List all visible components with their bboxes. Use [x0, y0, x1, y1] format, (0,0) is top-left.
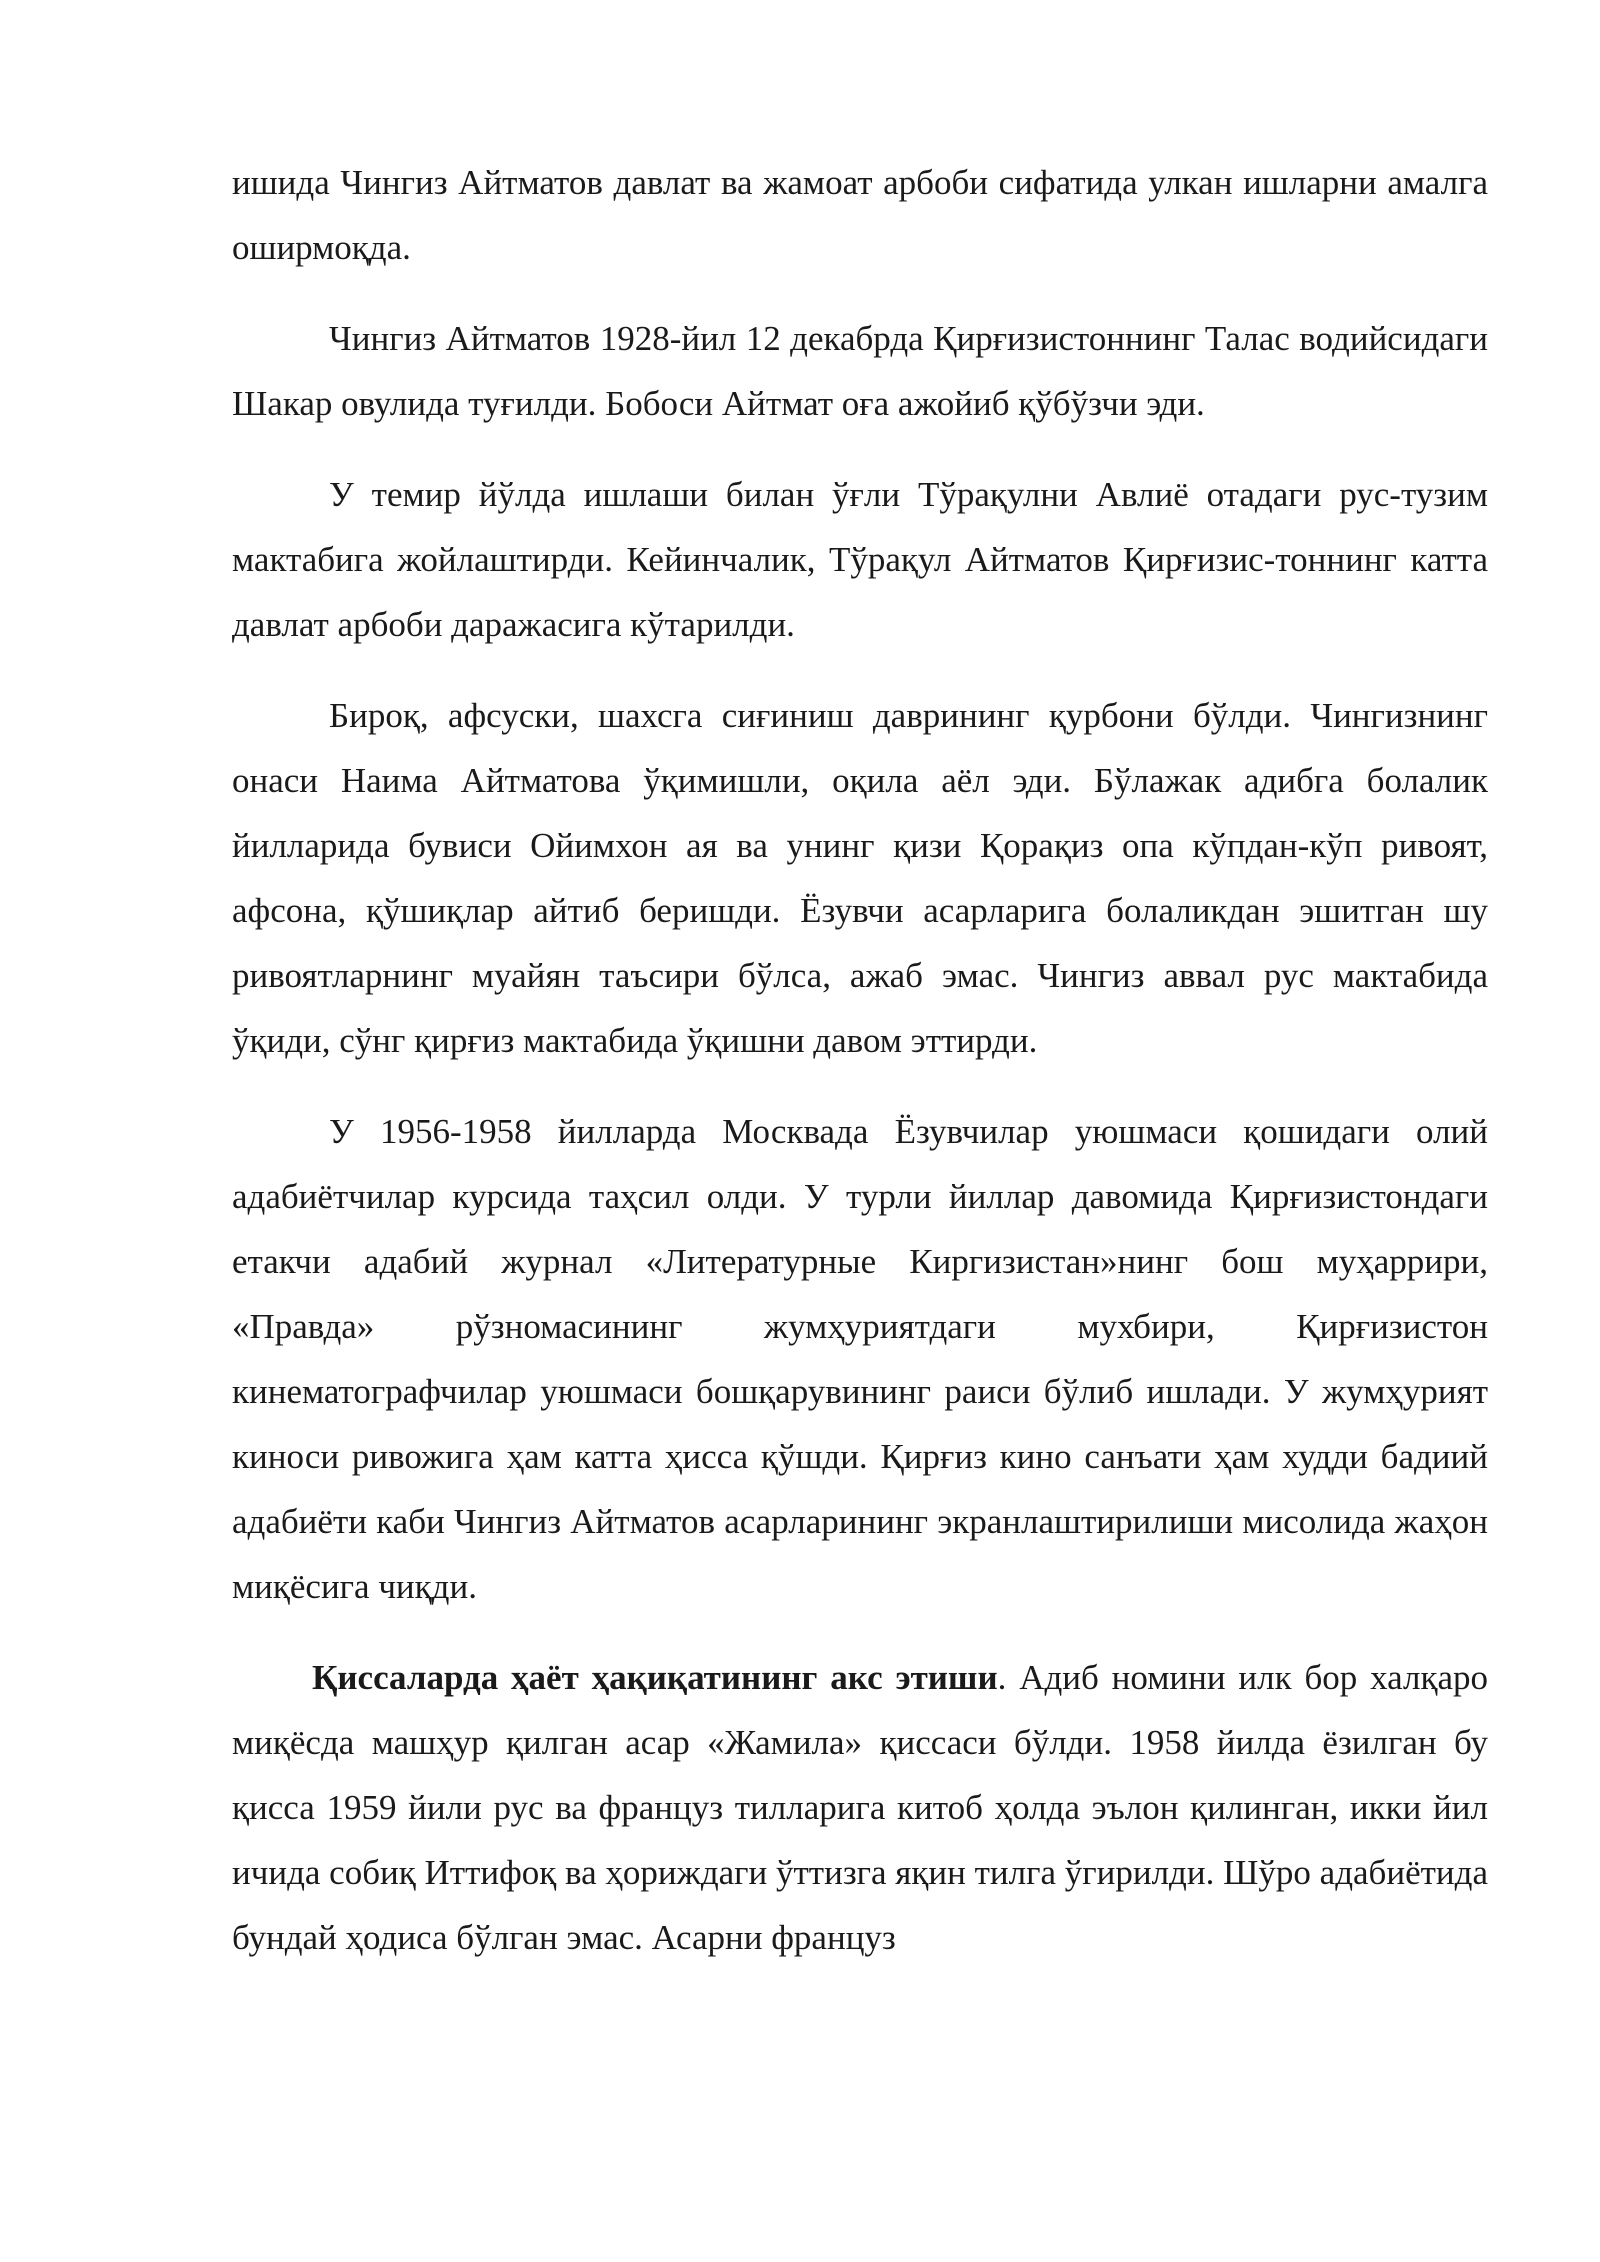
- paragraph-1: ишида Чингиз Айтматов давлат ва жамоат арбоби сифатида улкан ишларни амалга оширмоқда.: [232, 163, 1488, 267]
- paragraph-2: Чингиз Айтматов 1928-йил 12 декабрда Қирғизистоннинг Талас водийсидаги Шакар овулида туғилди. Бобоси Айтмат оға ажойиб қўбўзчи эди.: [232, 319, 1488, 423]
- section-paragraph: [232, 1645, 1488, 1970]
- section-text: . Адиб номини илк бор халқаро миқёсда машҳур қилган асар «Жамила» қиссаси бўлди. 1958 йилда ёзилган бу қисса 1959 йили рус ва француз тилларига китоб ҳолда эълон қилинган, икки йил ичида собиқ Иттифоқ ва ҳориждаги ўттизга яқин тилга ўгирилди. Шўро адабиётида бундай ҳодиса бўлган эмас. Асарни француз: [232, 1658, 1488, 1957]
- paragraph-4: Бироқ, афсуски, шахсга сиғиниш даврининг қурбони бўлди. Чингизнинг онаси Наима Айтматова ўқимишли, оқила аёл эди. Бўлажак адибга болалик йилларида бувиси Ойимхон ая ва унинг қизи Қорақиз опа кўпдан-кўп ривоят, афсона, қўшиқлар айтиб беришди. Ёзувчи асарларига болаликдан эшитган шу ривоятларнинг муайян таъсири бўлса, ажаб эмас. Чингиз аввал рус мактабида ўқиди, сўнг қирғиз мактабида ўқишни давом эттирди.: [232, 696, 1488, 1060]
- paragraph-5: У 1956-1958 йилларда Москвада Ёзувчилар уюшмаси қошидаги олий адабиётчилар курсида таҳсил олди. У турли йиллар давомида Қирғизистондаги етакчи адабий журнал «Литературные Киргизистан»нинг бош муҳаррири, «Правда» рўзномасининг жумҳуриятдаги мухбири, Қирғизистон кинематографчилар уюшмаси бошқарувининг раиси бўлиб ишлади. У жумҳурият киноси ривожига ҳам катта ҳисса қўшди. Қирғиз кино санъати ҳам худди бадиий адабиёти каби Чингиз Айтматов асарларининг экранлаштирилиши мисолида жаҳон миқёсига чиқди.: [232, 1112, 1488, 1606]
- document-page: [232, 150, 1488, 1996]
- paragraph-3: У темир йўлда ишлаши билан ўғли Тўрақулни Авлиё отадаги рус-тузим мактабига жойлаштирди. Кейинчалик, Тўрақул Айтматов Қирғизис-тоннинг катта давлат арбоби даражасига кўтарилди.: [232, 475, 1488, 644]
- section-heading: Қиссаларда ҳаёт ҳақиқатининг акс этиши: [312, 1658, 998, 1697]
